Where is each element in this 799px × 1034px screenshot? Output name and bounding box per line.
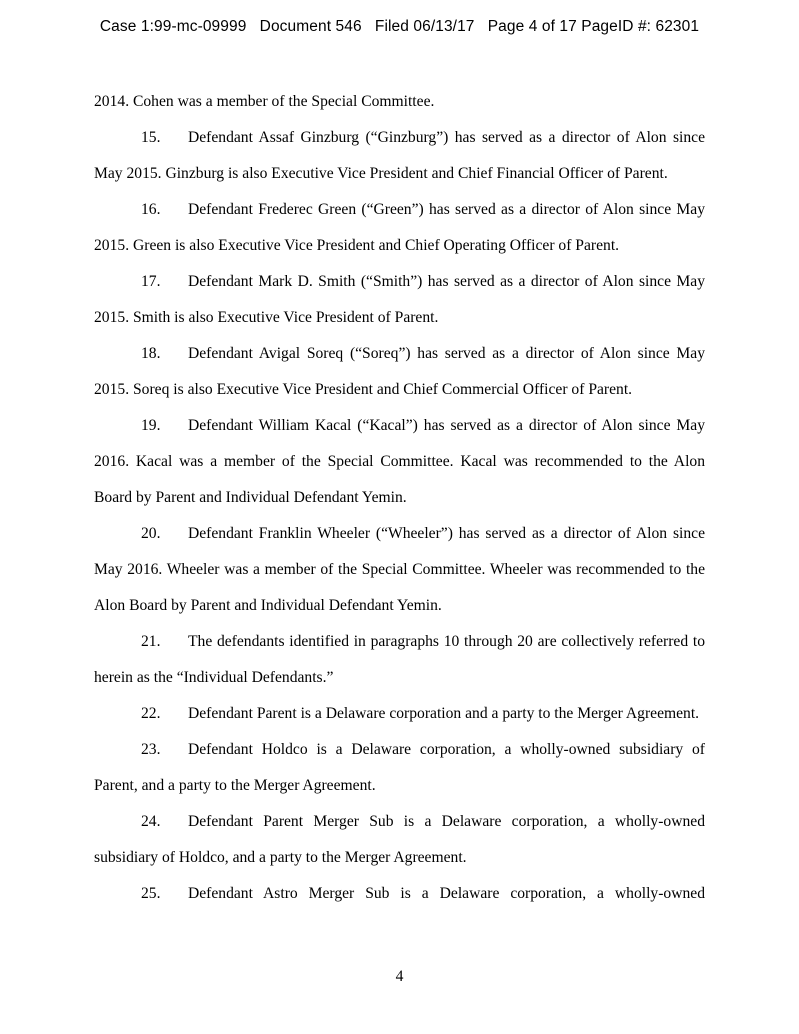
- paragraph-22: [94, 696, 705, 732]
- paragraph-16: [94, 192, 705, 264]
- paragraph-number: 23.: [141, 741, 161, 758]
- paragraph-text: Defendant Frederec Green (“Green”) has served as a director of Alon since May 2015. Green is also Executive Vice President and Chief Operating Officer of Parent.: [94, 201, 705, 254]
- paragraph-text: The defendants identified in paragraphs 10 through 20 are collectively referred to herein as the “Individual Defendants.”: [94, 633, 705, 686]
- paragraph-24: [94, 804, 705, 876]
- paragraph-number: 21.: [141, 633, 161, 650]
- page-number: 4: [395, 968, 404, 985]
- paragraph-20: [94, 516, 705, 624]
- paragraph-number: 22.: [141, 705, 161, 722]
- paragraph-text: Defendant Parent is a Delaware corporation and a party to the Merger Agreement.: [188, 705, 700, 722]
- paragraph-text: Defendant Franklin Wheeler (“Wheeler”) has served as a director of Alon since May 2016. Wheeler was a member of the Special Committee. Wheeler was recommended to the Alon Board by Parent and Individual Defendant Yemin.: [94, 525, 705, 614]
- paragraph-text: Defendant Parent Merger Sub is a Delaware corporation, a wholly-owned subsidiary of Holdco, and a party to the Merger Agreement.: [94, 813, 705, 866]
- document-body: [94, 84, 705, 912]
- paragraph-17: [94, 264, 705, 336]
- paragraph-19: [94, 408, 705, 516]
- paragraph-number: 20.: [141, 525, 161, 542]
- paragraph-18: [94, 336, 705, 408]
- paragraph-text: Defendant Mark D. Smith (“Smith”) has served as a director of Alon since May 2015. Smith is also Executive Vice President of Parent.: [94, 273, 705, 326]
- paragraph-text: Defendant Avigal Soreq (“Soreq”) has served as a director of Alon since May 2015. Soreq is also Executive Vice President and Chief Commercial Officer of Parent.: [94, 345, 705, 398]
- paragraph-text: Defendant Assaf Ginzburg (“Ginzburg”) has served as a director of Alon since May 2015. Ginzburg is also Executive Vice President and Chief Financial Officer of Parent.: [94, 129, 705, 182]
- paragraph-number: 18.: [141, 345, 161, 362]
- case-header: Case 1:99-mc-09999 Document 546 Filed 06/13/17 Page 4 of 17 PageID #: 62301: [99, 18, 700, 35]
- paragraph-number: 15.: [141, 129, 161, 146]
- paragraph-text: Defendant Astro Merger Sub is a Delaware corporation, a wholly-owned: [188, 885, 705, 902]
- paragraph-number: 17.: [141, 273, 161, 290]
- paragraph-text: Defendant William Kacal (“Kacal”) has served as a director of Alon since May 2016. Kacal was a member of the Special Committee. Kacal was recommended to the Alon Board by Parent and Individual Defendant Yemin.: [94, 417, 705, 506]
- paragraph-23: [94, 732, 705, 804]
- continuation-paragraph: 2014. Cohen was a member of the Special Committee.: [94, 93, 435, 110]
- paragraph-15: [94, 120, 705, 192]
- paragraph-text: Defendant Holdco is a Delaware corporation, a wholly-owned subsidiary of Parent, and a party to the Merger Agreement.: [94, 741, 705, 794]
- paragraph-number: 24.: [141, 813, 161, 830]
- paragraph-number: 19.: [141, 417, 161, 434]
- paragraph-number: 16.: [141, 201, 161, 218]
- paragraph-25: [94, 876, 705, 912]
- paragraph-number: 25.: [141, 885, 161, 902]
- paragraph-21: [94, 624, 705, 696]
